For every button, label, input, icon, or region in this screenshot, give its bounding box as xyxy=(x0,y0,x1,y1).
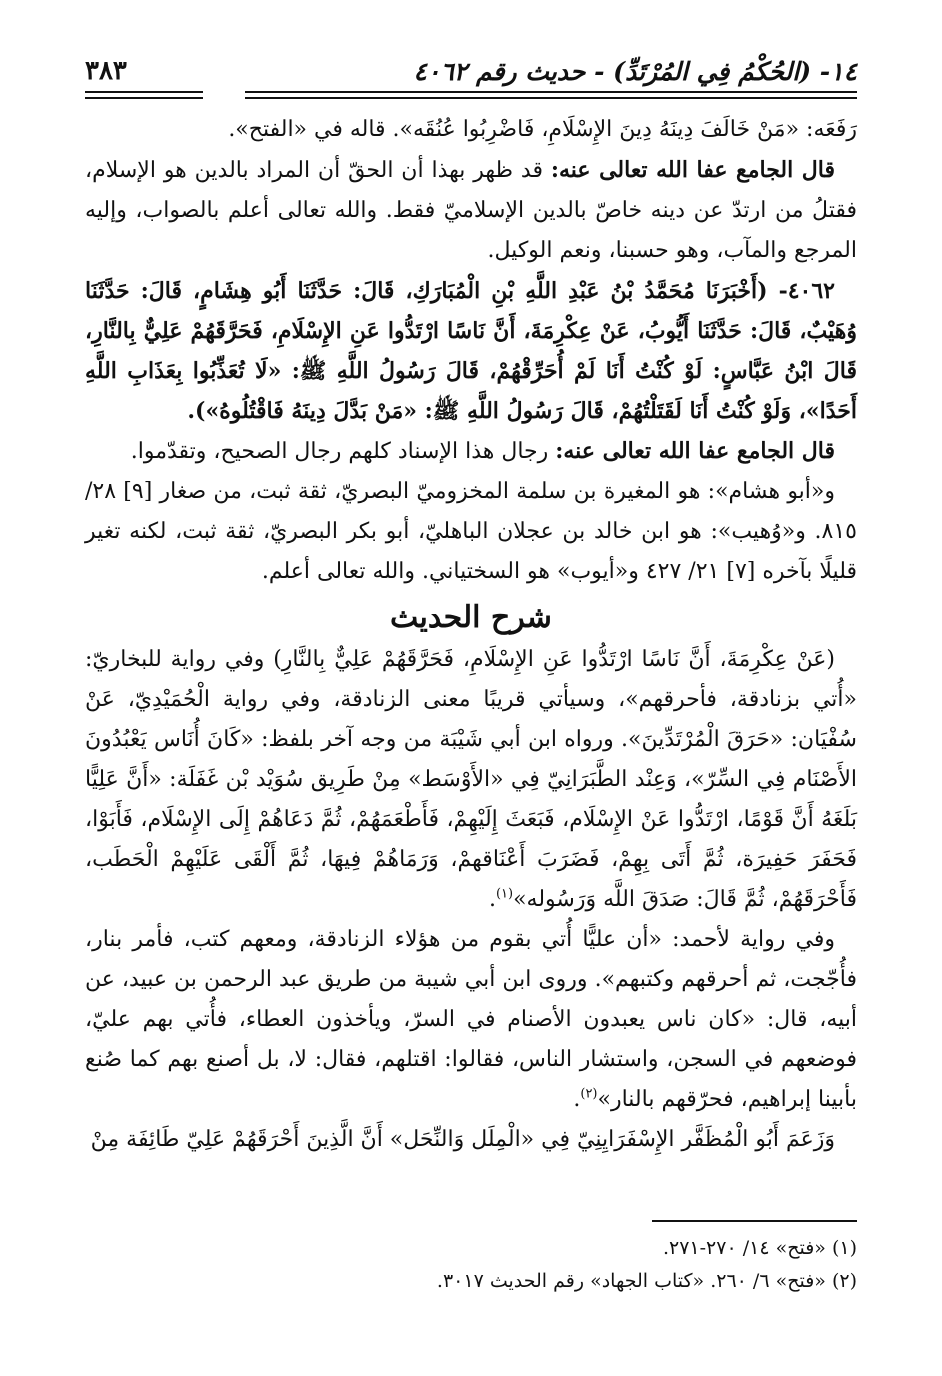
footnote-ref-2: (٢) xyxy=(580,1086,598,1102)
paragraph-6: (عَنْ عِكْرِمَةَ، أَنَّ نَاسًا ارْتَدُّوا عَنِ الإِسْلَامِ، فَحَرَّقَهُمْ عَلِيٌّ بِالنَّارِ) وفي رواية للبخاريّ: «أُتي بزنادقة، فأحرقهم»، وسيأتي قريبًا معنى الزنادقة، وفي رواية الْحُمَيْدِيّ، عَنْ سُفْيَان: «حَرَقَ الْمُرْتَدِّينَ». ورواه ابن أبي شَيْبَة من وجه آخر بلفظ: «كَانَ أُنَاس يَعْبُدُونَ الأَصْنَام فِي السِّرّ»، وَعِنْد الطَّبَرَانِيّ فِي «الأَوْسَط» مِنْ طَرِيق سُوَيْد بْن غَفَلَة: «أَنَّ عَلِيًّا بَلَغَهُ أَنَّ قَوْمًا، ارْتَدُّوا عَنْ الإِسْلَام، فَبَعَثَ إِلَيْهِمْ، فَأَطْعَمَهُمْ، ثُمَّ دَعَاهُمْ إِلَى الإِسْلَام، فَأَبَوْا، فَحَفَرَ حَفِيرَة، ثُمَّ أَتَى بِهِمْ، فَضَرَبَ أَعْنَاقهمْ، وَرَمَاهُمْ فِيهَا، ثُمَّ أَلْقَى عَلَيْهِمْ الْحَطَب، فَأَحْرَقَهُمْ، ثُمَّ قَالَ: صَدَقَ اللَّه وَرَسُوله»$^{(١)}$. xyxy=(85,647,857,912)
paragraph-1: رَفَعَه: «مَنْ خَالَفَ دِينَهُ دِينَ الإِسْلَامِ، فَاضْرِبُوا عُنُقَه». قاله في «الفتح». xyxy=(228,117,857,142)
footnote-separator xyxy=(652,1220,857,1222)
footnote-ref-1: (١) xyxy=(495,886,514,902)
paragraph-2: قال الجامع عفا الله تعالى عنه: قد ظهر بهذا أن الحقّ أن المراد بالدين هو الإسلام، فقتلُ من ارتدّ عن دينه خاصّ بالدين الإسلاميّ فقط. والله تعالى أعلم بالصواب، وإليه المرجع والمآب، وهو حسبنا، ونعم الوكيل. xyxy=(85,157,857,263)
paragraph-8: وَزَعَمَ أَبُو الْمُظَفَّر الإِسْفَرَايِنِيّ فِي «الْمِلَل وَالنِّحَل» أَنَّ الَّذِينَ أَحْرَقَهُمْ عَلِيّ طَائِفَة مِنْ xyxy=(90,1127,835,1152)
running-title: ١٤- (الحُكْمُ فِي المُرْتَدِّ) - حديث رقم ٤٠٦٢ xyxy=(413,57,857,86)
main-text xyxy=(85,110,857,1160)
running-header xyxy=(85,52,857,86)
jami-label: قال الجامع عفا الله تعالى عنه: xyxy=(550,157,835,183)
paragraph-7-text: وفي رواية لأحمد: «أن عليًّا أُتي بقوم من هؤلاء الزنادقة، ومعهم كتب، فأمر بنار، فأُجّجت، ثم أحرقهم وكتبهم». وروى ابن أبي شيبة من طريق عبد الرحمن بن عبيد، عن أبيه، قال: «كان ناس يعبدون الأصنام في السرّ، ويأخذون العطاء، فأُتي بهم عليّ، فوضعهم في السجن، واستشار الناس، فقالوا: اقتلهم، فقال: لا، بل أصنع بهم كما صُنع بأبينا إبراهيم، فحرّقهم بالنار» xyxy=(85,927,857,1112)
page-number: ٣٨٣ xyxy=(85,56,127,86)
section-title: شرح الحديث xyxy=(390,600,552,635)
paragraph-5: و«أبو هشام»: هو المغيرة بن سلمة المخزوميّ البصريّ، ثقة ثبت، من صغار [٩] ٢٨/ ٨١٥. و«وُهيب»: هو ابن خالد بن عجلان الباهليّ، أبو بكر البصريّ، ثقة ثبت، لكنه تغير قليلًا بآخره [٧] ٢١/ ٤٢٧ و«أيوب» هو السختياني. والله تعالى أعلم. xyxy=(85,479,857,584)
header-rule-short xyxy=(85,91,203,99)
header-rule xyxy=(85,88,857,102)
footnotes xyxy=(85,1232,857,1298)
header-rule-long xyxy=(245,91,857,99)
jami-label: قال الجامع عفا الله تعالى عنه: xyxy=(555,438,835,464)
footnote-1: (١) «فتح» ١٤/ ٢٧٠-٢٧١. xyxy=(662,1237,857,1259)
paragraph-7: وفي رواية لأحمد: «أن عليًّا أُتي بقوم من هؤلاء الزنادقة، ومعهم كتب، فأمر بنار، فأُجّجت، ثم أحرقهم وكتبهم». وروى ابن أبي شيبة من طريق عبد الرحمن بن عبيد، عن أبيه، قال: «كان ناس يعبدون الأصنام في السرّ، ويأخذون العطاء، فأُتي بهم عليّ، فوضعهم في السجن، واستشار الناس، فقالوا: اقتلهم، فقال: لا، بل أصنع بهم كما صُنع بأبينا إبراهيم، فحرّقهم بالنار»$^{(٢)}$. xyxy=(85,927,857,1112)
hadith-text: ٤٠٦٢- (أَخْبَرَنَا مُحَمَّدُ بْنُ عَبْدِ اللَّهِ بْنِ الْمُبَارَكِ، قَالَ: حَدَّثَنَا أَبُو هِشَامٍ، قَالَ: حَدَّثَنَا وُهَيْبٌ، قَالَ: حَدَّثَنَا أَيُّوبُ، عَنْ عِكْرِمَةَ، أَنَّ نَاسًا ارْتَدُّوا عَنِ الإِسْلَامِ، فَحَرَّقَهُمْ عَلِيٌّ بِالنَّارِ، قَالَ ابْنُ عَبَّاسٍ: لَوْ كُنْتُ أَنَا لَمْ أُحَرِّقْهُمْ، قَالَ رَسُولُ اللَّهِ ﷺ: «لَا تُعَذِّبُوا بِعَذَابِ اللَّهِ أَحَدًا»، وَلَوْ كُنْتُ أَنَا لَقَتَلْتُهُمْ، قَالَ رَسُولُ اللَّهِ ﷺ: «مَنْ بَدَّلَ دِينَهُ فَاقْتُلُوهُ»). xyxy=(85,278,857,424)
paragraph-6-text: (عَنْ عِكْرِمَةَ، أَنَّ نَاسًا ارْتَدُّوا عَنِ الإِسْلَامِ، فَحَرَّقَهُمْ عَلِيٌّ بِالنَّارِ) وفي رواية للبخاريّ: «أُتي بزنادقة، فأحرقهم»، وسيأتي قريبًا معنى الزنادقة، وفي رواية الْحُمَيْدِيّ، عَنْ سُفْيَان: «حَرَقَ الْمُرْتَدِّينَ». ورواه ابن أبي شَيْبَة من وجه آخر بلفظ: «كَانَ أُنَاس يَعْبُدُونَ الأَصْنَام فِي السِّرّ»، وَعِنْد الطَّبَرَانِيّ فِي «الأَوْسَط» مِنْ طَرِيق سُوَيْد بْن غَفَلَة: «أَنَّ عَلِيًّا بَلَغَهُ أَنَّ قَوْمًا، ارْتَدُّوا عَنْ الإِسْلَام، فَبَعَثَ إِلَيْهِمْ، فَأَطْعَمَهُمْ، ثُمَّ دَعَاهُمْ إِلَى الإِسْلَام، فَأَبَوْا، فَحَفَرَ حَفِيرَة، ثُمَّ أَتَى بِهِمْ، فَضَرَبَ أَعْنَاقهمْ، وَرَمَاهُمْ فِيهَا، ثُمَّ أَلْقَى عَلَيْهِمْ الْحَطَب، فَأَحْرَقَهُمْ، ثُمَّ قَالَ: صَدَقَ اللَّه وَرَسُوله» xyxy=(85,647,857,912)
footnote-2: (٢) «فتح» ٦/ ٢٦٠. «كتاب الجهاد» رقم الحديث ٣٠١٧. xyxy=(436,1270,857,1292)
paragraph-4: قال الجامع عفا الله تعالى عنه: رجال هذا الإسناد كلهم رجال الصحيح، وتقدّموا. xyxy=(130,438,835,464)
